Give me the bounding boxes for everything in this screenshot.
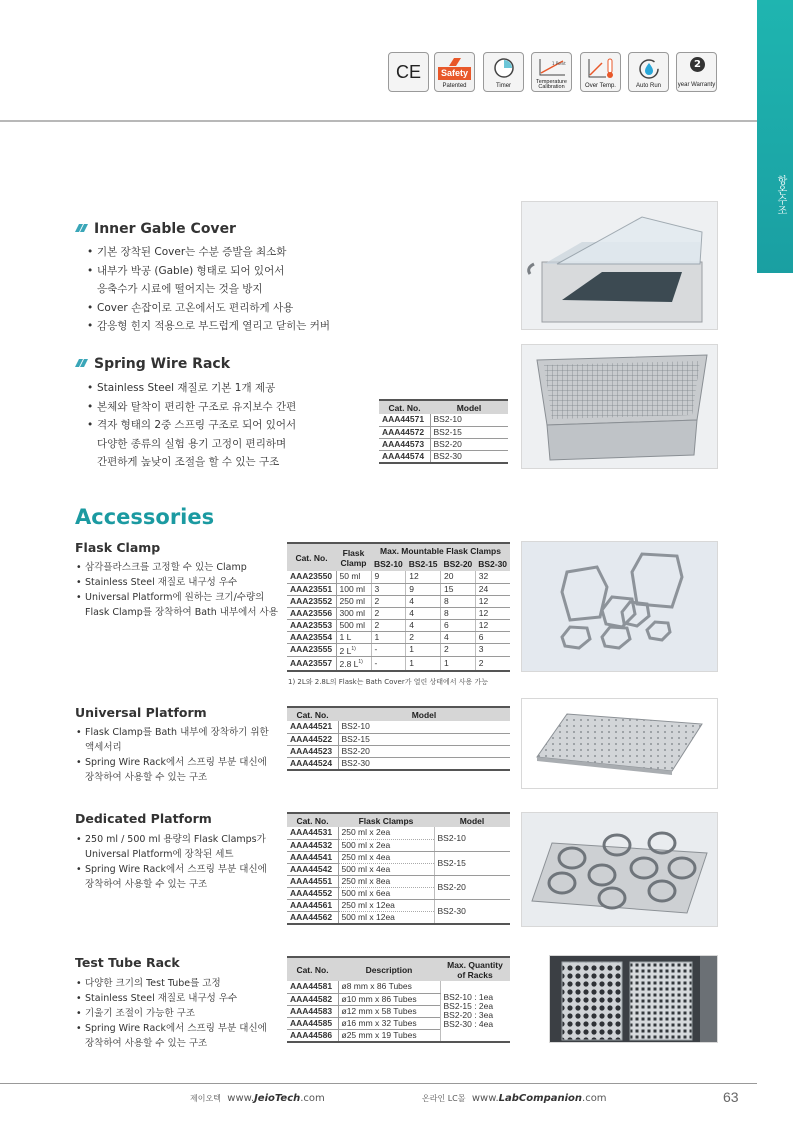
- table-row: AAA44521 BS2-10: [287, 721, 510, 733]
- inner-gable-cover-photo: [521, 201, 718, 330]
- header-divider: [0, 120, 757, 122]
- warranty-icon: 2 year Warranty: [676, 52, 717, 92]
- table-row: AAA44523 BS2-20: [287, 745, 510, 757]
- flask-clamp-title: Flask Clamp: [75, 540, 161, 555]
- section-marker-icon: [75, 358, 88, 368]
- table-row: AAA44551 250 ml x 8ea BS2-20: [287, 875, 510, 887]
- dedicated-platform-photo: [521, 812, 718, 927]
- spring-wire-rack-title: Spring Wire Rack: [75, 356, 230, 372]
- flask-clamp-table: Cat. No. Flask Clamp Max. Mountable Flask Clamps BS2-10 BS2-15 BS2-20 BS2-30 AAA23550 50 ml 9 12 20 32 AAA23551 100 ml 3 9 15 24 AAA23552 250 ml 2 4 8 12 AAA23556 300 ml 2 4 8 12 AAA23553 500 ml 2 4 6 12 AAA23554 1 L 1 2 4 6 AAA23555 2 $L^{1)}$ - 1 2 3 AAA23557 2.8 $L^{1)}$ - 1 1 2: [287, 542, 510, 672]
- table-row: AAA44524 BS2-30: [287, 757, 510, 770]
- spring-wire-rack-bullets: • Stainless Steel 재질로 기본 1개 제공 • 본체와 탈착이 편리한 구조로 유지보수 간편 • 격자 형태의 2중 스프링 구조로 되어 있어서 다양한 종류의 실험 용기 고정이 편리하며 간편하게 높낮이 조절을 할 수 있는 구조: [85, 379, 296, 472]
- table-row: AAA44522 BS2-15: [287, 733, 510, 745]
- universal-platform-table: Cat. No. Model AAA44521 BS2-10 AAA44522 BS2-15 AAA44523 BS2-20 AAA44524 BS2-30: [287, 706, 510, 771]
- table-row: AAA23557 2.8 $L^{1)}$ - 1 1 2: [287, 657, 510, 671]
- safety-icon: Safety Patented: [434, 52, 475, 92]
- table-row: AAA44561 250 ml x 12ea BS2-30: [287, 899, 510, 911]
- flask-clamp-footnote: 1) 2L와 2.8L의 Flask는 Bath Cover가 열린 상태에서 사용 가능: [288, 678, 488, 686]
- table-row: AAA44532 500 ml x 2ea: [287, 839, 510, 851]
- table-row: AAA44542 500 ml x 4ea: [287, 863, 510, 875]
- table-row: AAA44572 BS2-15: [379, 426, 508, 438]
- dedicated-platform-bullets: • 250 ml / 500 ml 용량의 Flask Clamps가 Universal Platform에 장착된 세트 • Spring Wire Rack에서 스프링 부분 대신에 장착하여 사용할 수 있는 구조: [75, 832, 267, 892]
- accessories-title: Accessories: [75, 505, 215, 529]
- flask-clamp-bullets: • 삼각플라스크를 고정할 수 있는 Clamp • Stainless Steel 재질로 내구성 우수 • Universal Platform에 원하는 크기/수량의 Flask Clamp를 장착하여 Bath 내부에서 사용: [75, 560, 278, 620]
- table-row: AAA23555 2 $L^{1)}$ - 1 2 3: [287, 643, 510, 657]
- table-row: AAA44531 250 ml x 2ea BS2-10: [287, 827, 510, 839]
- flask-clamp-photo: [521, 541, 718, 672]
- ce-icon: CE: [388, 52, 429, 92]
- table-row: AAA44585 ø16 mm x 32 Tubes: [287, 1017, 510, 1029]
- table-row: AAA23556 300 ml 2 4 8 12: [287, 607, 510, 619]
- side-tab-label: 항온수조: [775, 175, 786, 215]
- table-row: AAA23553 500 ml 2 4 6 12: [287, 619, 510, 631]
- table-row: AAA44581 ø8 mm x 86 Tubes BS2-10 : 1ea BS2-15 : 2ea BS2-20 : 3ea BS2-30 : 4ea: [287, 981, 510, 993]
- side-tab: [757, 0, 793, 273]
- inner-gable-cover-title: Inner Gable Cover: [75, 221, 236, 237]
- table-row: AAA44552 500 ml x 6ea: [287, 887, 510, 899]
- spring-wire-rack-table: Cat. No. Model AAA44571 BS2-10 AAA44572 BS2-15 AAA44573 BS2-20 AAA44574 BS2-30: [379, 399, 508, 464]
- test-tube-rack-photo: [549, 955, 718, 1043]
- table-row: AAA44583 ø12 mm x 58 Tubes: [287, 1005, 510, 1017]
- table-row: AAA44573 BS2-20: [379, 438, 508, 450]
- table-row: AAA44574 BS2-30: [379, 450, 508, 463]
- inner-gable-cover-bullets: • 기본 장착된 Cover는 수분 증발을 최소화 • 내부가 박공 (Gable) 형태로 되어 있어서 응축수가 시료에 떨어지는 것을 방지 • Cover 손잡이로 고온에서도 편리하게 사용 • 감응형 힌지 적용으로 부드럽게 열리고 닫히는 커버: [85, 243, 330, 336]
- timer-icon: Timer: [483, 52, 524, 92]
- universal-platform-title: Universal Platform: [75, 705, 207, 720]
- universal-platform-photo: [521, 698, 718, 789]
- table-row: AAA44586 ø25 mm x 19 Tubes: [287, 1029, 510, 1042]
- universal-platform-bullets: • Flask Clamp를 Bath 내부에 장착하기 위한 액세서리 • Spring Wire Rack에서 스프링 부분 대신에 장착하여 사용할 수 있는 구조: [75, 725, 269, 785]
- table-row: AAA23550 50 ml 9 12 20 32: [287, 571, 510, 583]
- section-marker-icon: [75, 223, 88, 233]
- footer-divider: [0, 1083, 757, 1084]
- table-row: AAA23551 100 ml 3 9 15 24: [287, 583, 510, 595]
- over-temp-icon: Over Temp.: [580, 52, 621, 92]
- table-row: AAA23552 250 ml 2 4 8 12: [287, 595, 510, 607]
- auto-run-icon: Auto Run: [628, 52, 669, 92]
- table-row: AAA23554 1 L 1 2 4 6: [287, 631, 510, 643]
- dedicated-platform-table: Cat. No. Flask Clamps Model AAA44531 250 ml x 2ea BS2-10 AAA44532 500 ml x 2ea AAA44541 250 ml x 4ea BS2-15 AAA44542 500 ml x 4ea AAA44551 250 ml x 8ea BS2-20 AAA44552 500 ml x 6ea AAA44561 250 ml x 12ea BS2-30 AAA44562 500 ml x 12ea: [287, 812, 510, 925]
- table-row: AAA44582 ø10 mm x 86 Tubes: [287, 993, 510, 1005]
- footer-labcompanion[interactable]: 온라인 LC몰 www.LabCompanion.com: [422, 1093, 607, 1104]
- dedicated-platform-title: Dedicated Platform: [75, 811, 212, 826]
- footer-jeiotech[interactable]: 제이오텍 www.JeioTech.com: [190, 1093, 325, 1104]
- table-row: AAA44571 BS2-10: [379, 414, 508, 426]
- table-row: AAA44562 500 ml x 12ea: [287, 911, 510, 924]
- test-tube-rack-title: Test Tube Rack: [75, 955, 180, 970]
- test-tube-rack-table: Cat. No. Description Max. Quantity of Racks AAA44581 ø8 mm x 86 Tubes BS2-10 : 1ea BS2-15 : 2ea BS2-20 : 3ea BS2-30 : 4ea AAA44582 ø10 mm x 86 Tubes AAA44583 ø12 mm x 58 Tubes AAA44585 ø16 mm x 32 Tubes AAA44586 ø25 mm x 19 Tubes: [287, 956, 510, 1043]
- page-number: 63: [723, 1089, 739, 1105]
- test-tube-rack-bullets: • 다양한 크기의 Test Tube를 고정 • Stainless Steel 재질로 내구성 우수 • 기울기 조절이 가능한 구조 • Spring Wire Rack에서 스프링 부분 대신에 장착하여 사용할 수 있는 구조: [75, 976, 267, 1051]
- temperature-calibration-icon: 1 Point Temperature Calibration: [531, 52, 572, 92]
- spring-wire-rack-photo: [521, 344, 718, 469]
- table-row: AAA44541 250 ml x 4ea BS2-15: [287, 851, 510, 863]
